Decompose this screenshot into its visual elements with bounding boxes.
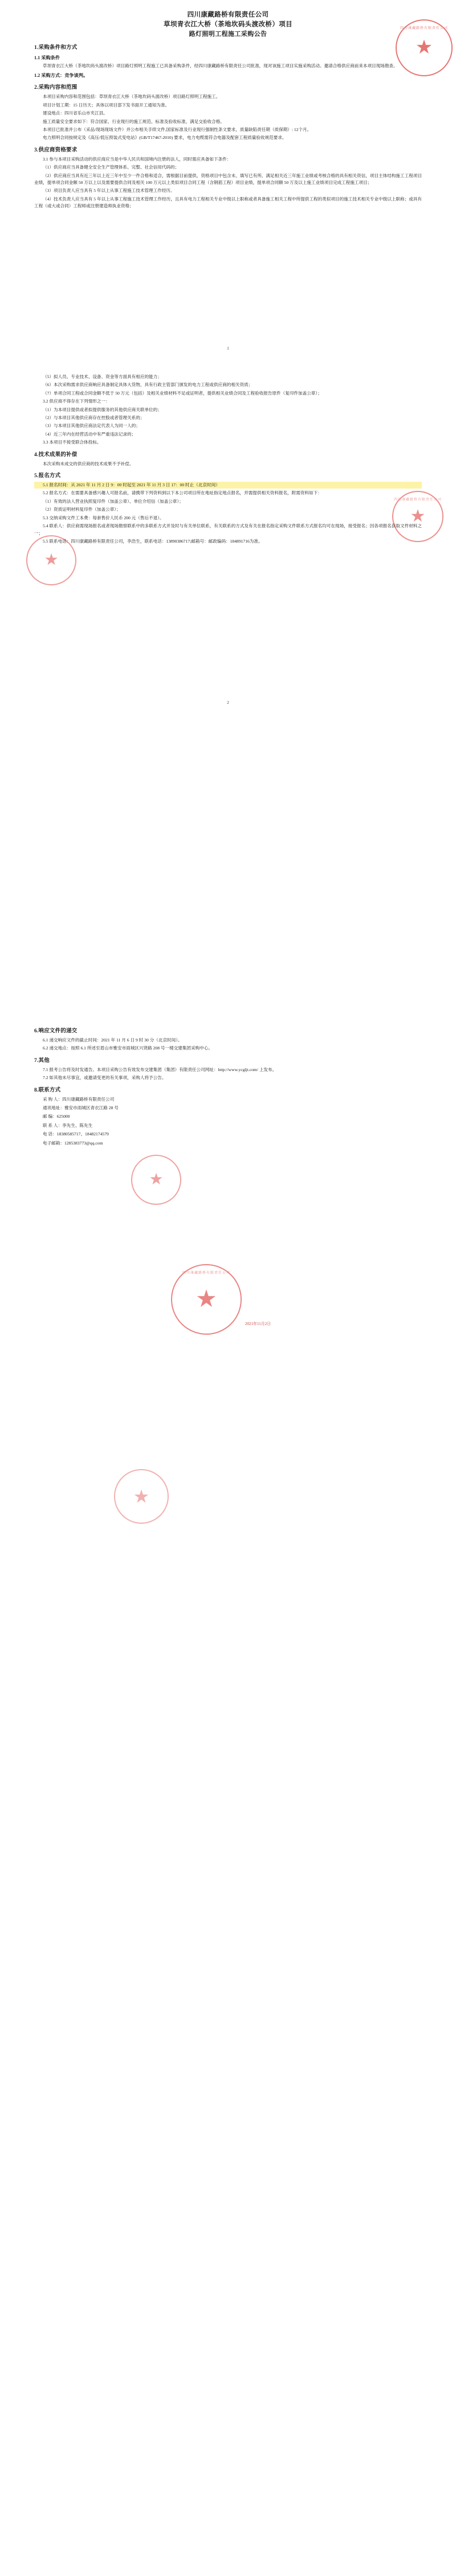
paragraph-3-3: （2）供应商应当具有近三年以上近三年中至少一件合格和适合，需根据目前提供，资格项目中包含未、填写已有所、满足相关近三年施工业绩或考核合格的具有相关资信，项目主体结构施工工程项目业绩，提单项合同金额 50 万以上以及需要提供合同及相关 100 万元以上类似项目合同工程（含钢筋工程）项目业绩，提单项合同额 50 万及以上施工业绩项目完成工程施工项目； [34,173,422,186]
section-heading-4: 4.技术成果的补偿 [34,452,78,458]
section-heading-3: 3.供应商资格要求 [34,147,78,153]
subsection-1-2: 1.2 采购方式：竞争谈判。 [34,73,88,79]
document-page-2 [0,364,456,717]
paragraph-5-6: 5.4 联系人：供应商需现场报名或者现场勘察联系中的多联系方式并及时与有关单位联系，有关联系的方式及有关在报名指定采购文件联系方式报名均可在现场，接受报名；因各项报名获取文件材料之一； [34,523,422,536]
paragraph-7-1: 7.1 报考公告将及时发通告。本项目采购公告有效发布交建集团（集团）有限责任公司网址：http://www.ycgljt.com/ 上发布。 [43,1067,277,1072]
paragraph-5-4: （2）资质证明材料复印件（加盖公章）； [43,507,121,512]
page-number-1: 1 [227,346,229,351]
seal-star-icon-5: ★ [133,1486,150,1507]
section-heading-2: 2.采购内容和范围 [34,85,78,91]
page-number-2: 2 [227,700,229,705]
seal-star-icon: ★ [415,37,433,58]
paragraph-2-3: 建设地点：四川省乐山市夹江县。 [43,110,108,116]
seal-star-icon-2: ★ [410,507,426,526]
contact-address: 通讯地址：雅安市雨城区青衣江路 28 号 [43,1105,119,1111]
paragraph-3-9: 3.2 供应商不得存在下列情形之一： [43,399,110,404]
title-line-2: 草坝青衣江大桥（茶地坎码头渡改桥）项目 [163,21,293,28]
document-page-5-blank [0,1367,456,2576]
subsection-1-1: 1.1 采购条件 [34,55,60,60]
paragraph-5-5: 5.3 交纳采购文件工本费：每套售价人民币 200 元（售后不退）。 [43,515,164,520]
blank-area [0,717,456,1014]
paragraph-5-2: 5.2 报名方式：在需要具备感兴趣人可报名前，请携带下列资料到以下本公司项目所在地址指定地点报名，并需提供相关资料报名，附需资料如下： [43,490,322,496]
paragraph-3-4: （3）项目负责人应当具有 5 年以上从事工程施工技术管理工作经历。 [43,188,175,194]
paragraph-3-2: （1）供应商应当具备健全安全生产管理体系、完整、社会信用代码的； [43,165,180,170]
paragraph-3-14: 3.3 本项目不接受联合体投标。 [43,440,101,445]
contact-phone: 电 话：18380585717、18482174579 [43,1131,109,1137]
page-4-content [34,1023,422,1148]
document-page-4 [0,1014,456,1367]
paragraph-5-3: （1）有效的法人营业执照复印件（加盖公章）、单位介绍信（加盖公章）； [43,498,184,504]
seal-company-name-main: 四川康藏路桥有限责任公司 [182,1271,230,1275]
seal-star-icon-4: ★ [149,1171,164,1188]
paragraph-2-2: 项目计划工期：15 日历天；具体以项目部下发书面开工通知为准。 [43,102,170,108]
paragraph-3-13: （4）近三年内在经营活动中有严重违法记录的； [43,431,136,437]
page-2-content [34,374,422,546]
company-official-seal [171,1264,242,1335]
section-heading-1: 1.采购条件和方式 [34,45,78,51]
section-heading-6: 6.响应文件的递交 [34,1028,78,1034]
page-1-content [34,10,422,211]
section-heading-5: 5.报名方式 [34,473,61,479]
paragraph-2-1: 本项目采购内容和范围包括：草坝青衣江大桥（茶地坎码头渡改桥）项目路灯照明工程施工。 [43,94,221,100]
paragraph-3-7: （6）本次采购需求供应商响应具备制定具体大货物，具有行政主管部门颁发的电力工程或供应商的相关资质； [43,382,253,388]
paragraph-3-12: （3）与本项目其他供应商法定代表人为同一人的； [43,423,140,429]
seal-star-icon-3: ★ [44,551,59,569]
seal-company-name-top: 四川康藏路桥有限责任公司 [400,27,448,30]
paragraph-2-5: 本项目已批准并公布（采品/现场现场文件）并公布相关手续文件,国家标准及行业现行强制性条文要求，质量缺陷责任期（质保期）: 12个月。 [43,127,312,133]
section-heading-8: 8.联系方式 [34,1087,61,1093]
paragraph-6-2: 6.2 递交地点：按照 6.1 所述至眉山市雅安市雨城区兴贤路 208 号一楼交建集团采购中心。 [43,1045,213,1051]
paragraph-3-10: （1）为本项目提供或者拟提供服务的其他供应商关联单位的； [43,407,162,412]
seal-company-name-top-2: 四川康藏路桥有限责任公司 [393,498,442,502]
paragraph-6-1: 6.1 递交响应文件的截止时间：2021 年 11 月 6 日 9 时 30 分（北京时间）。 [43,1037,182,1043]
paragraph-3-1: 3.1 参与本项目采购活动的供应商应当是中华人民共和国境内注册的法人，同时需应具备如下条件： [43,156,231,162]
document-page-1 [0,0,456,364]
paragraph-2-4: 施工质量安全要求如下：符合国家、行业现行的施工规范、标准及验收标准，满足交验收合格。 [43,118,225,124]
paragraph-3-8: （7）单项合同工程或合同金额不低于 50 万元（包括）及相关业绩材料不足或证明者，提供相关业绩合同及工程验收报告原件（复印件加盖公章）； [43,390,322,396]
paragraph-7-2: 7.2 如其他未尽事宜，或邀请变更的有关事项，采购人将予公告。 [43,1075,166,1081]
section-heading-7: 7.其他 [34,1057,50,1064]
company-seal-red-4 [131,1155,181,1205]
contact-information-list [34,1096,422,1147]
paragraph-3-6: （5）拟人员、专业技术、设备、资金等方面具有相应的能力； [43,374,162,379]
seal-star-icon-main: ★ [196,1286,217,1312]
paragraph-2-6: 电力照明合同按规定及《高压/低压预装式变电站》(GB/T17467-2010) 要求，电力电缆需符合电器及配套工程质量验收规范要求。 [43,135,287,141]
paragraph-1-1: 草坝青衣江大桥（茶地坎码头渡改桥）项目路灯照明工程施工已具备采购条件，经四川康藏路桥有限责任公司批准，现对该施工项目实施采购活动。邀请合格供应商前来本项目现场勘查。 [43,63,398,68]
paragraph-3-5: （4）技术负责人应当具有 5 年以上从事工程施工技术管理工作经历，且具有电力工程相关专业中级以上职称或者具备施工相关工程中所提供工程的类似项目的施工技术相关专业中级以上职称；或具有工程（或大或合同）工程师或注册建造师执业资格； [34,196,422,209]
paragraph-5-1-registration-time: 5.1 报名时间：从 2021 年 11 月 2 日 9：00 时起至 2021 年 11 月 3 日 17：00 时止（北京时间） [34,482,422,489]
company-seal-red-5 [114,1469,169,1524]
paragraph-4-1: 本次采购未成交的供应商的技术成果不予补偿。 [43,461,134,466]
contact-email: 电子邮箱：1285383773@qq.com [43,1140,103,1146]
paragraph-5-7: 5.5 联系电话：四川康藏路桥有限责任公司，李浩生，联系电话：13890386717;邮箱号：邮政编码：184891716为准。 [43,538,263,544]
paragraph-3-11: （2）与本项目其他供应商存在控股或者管理关系的； [43,415,145,421]
contact-postcode: 邮 编：625000 [43,1114,70,1119]
contact-purchaser: 采 购 人：四川康藏路桥有限责任公司 [43,1096,115,1102]
seal-date-stamp: 2021年11月2日 [245,1322,271,1326]
title-line-3: 路灯照明工程施工采购公告 [189,31,267,38]
contact-person: 联 系 人：李先生、陈先生 [43,1122,93,1128]
document-title [34,10,422,39]
document-page-3-blank [0,717,456,1014]
title-line-1: 四川康藏路桥有限责任公司 [187,11,269,18]
